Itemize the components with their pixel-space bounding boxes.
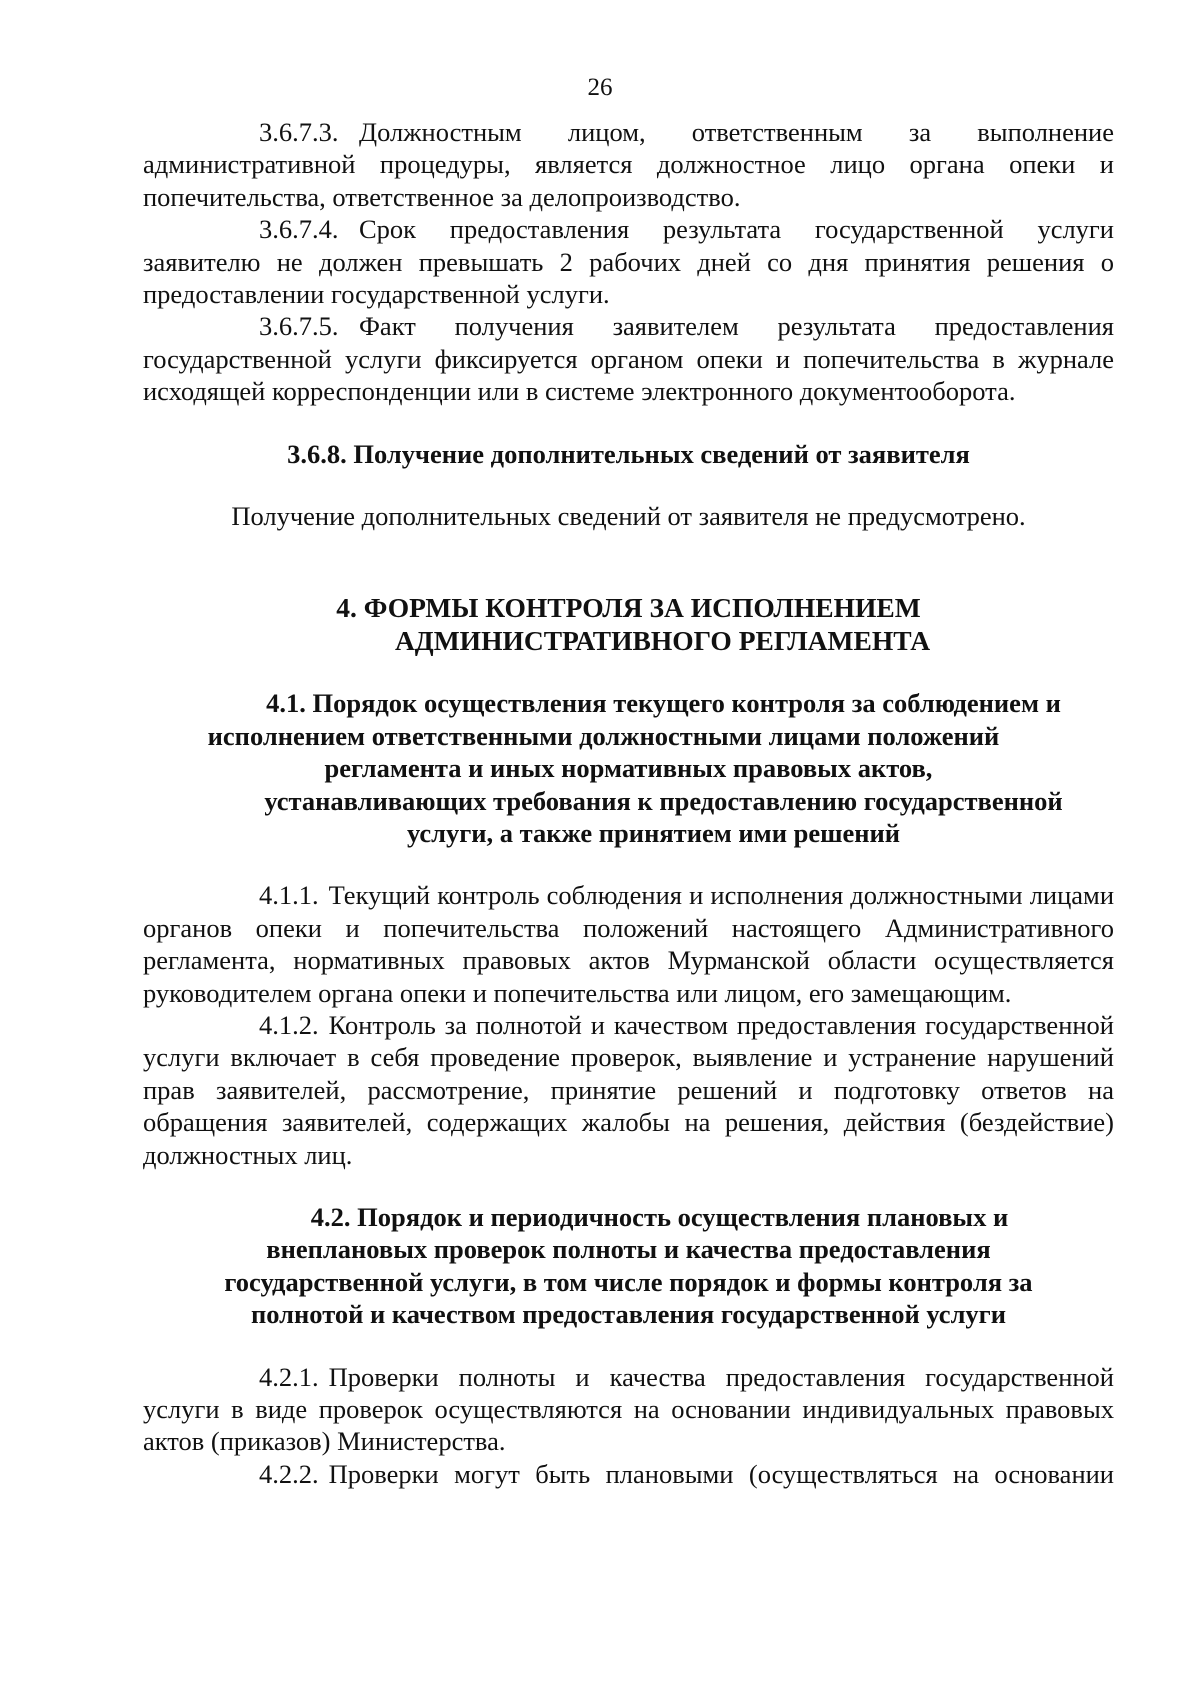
paragraph-number: 4.2.1. (259, 1361, 319, 1392)
paragraph-3-6-7-4 (143, 213, 1114, 310)
section-4-heading-line-1: 4. ФОРМЫ КОНТРОЛЯ ЗА ИСПОЛНЕНИЕМ (336, 592, 921, 624)
paragraph-number: 3.6.7.5. (259, 311, 339, 342)
heading-line: внеплановых проверок полноты и качества предоставления (266, 1234, 991, 1265)
paragraph-number: 4.1.1. (259, 880, 319, 911)
page-number: 26 (587, 74, 613, 101)
page-content (143, 116, 1114, 1490)
heading-line: регламента и иных нормативных правовых актов, (324, 753, 933, 784)
subsection-3-6-8-text: Получение дополнительных сведений от заявителя не предусмотрено. (231, 501, 1026, 532)
paragraph-3-6-7-3 (143, 116, 1114, 213)
paragraph-text: Проверки полноты и качества предоставления государственной услуги в виде проверок осуществляются на основании индивидуальных правовых актов (приказов) Министерства. (143, 1361, 1114, 1457)
paragraph-number: 4.2.2. (259, 1458, 319, 1489)
paragraph-text: Контроль за полнотой и качеством предоставления государственной услуги включает в себя проведение проверок, выявление и устранение нарушений прав заявителей, рассмотрение, принятие решений и подготовку ответов на обращения заявителей, содержащих жалобы на решения, действия (бездействие) должностных лиц. (143, 1009, 1114, 1170)
paragraph-number: 4.1.2. (259, 1009, 319, 1040)
heading-line: государственной услуги, в том числе порядок и формы контроля за (224, 1266, 1033, 1297)
paragraph-4-1-2 (143, 1009, 1114, 1171)
paragraph-text: Срок предоставления результата государственной услуги заявителю не должен превышать 2 рабочих дней со дня принятия решения о предоставлении государственной услуги. (143, 214, 1114, 310)
heading-line: 4.2. Порядок и периодичность осуществления плановых и (310, 1201, 1009, 1232)
subsection-4-1-heading (143, 687, 1114, 849)
paragraph-number: 3.6.7.4. (259, 214, 339, 245)
heading-line: исполнением ответственными должностными лицами положений (207, 720, 1000, 751)
paragraph-number: 3.6.7.3. (259, 117, 339, 147)
paragraph-4-2-2 (143, 1458, 1114, 1490)
heading-line: полнотой и качеством предоставления государственной услуги (250, 1299, 1006, 1330)
heading-line: 4.1. Порядок осуществления текущего контроля за соблюдением и (266, 688, 1061, 719)
subsection-3-6-8-heading: 3.6.8. Получение дополнительных сведений от заявителя (287, 438, 970, 469)
subsection-4-2-heading (143, 1201, 1114, 1331)
paragraph-text: Должностным лицом, ответственным за выполнение административной процедуры, является должностное лицо органа опеки и попечительства, ответственное за делопроизводство. (143, 117, 1114, 212)
paragraph-text: Факт получения заявителем результата предоставления государственной услуги фиксируется органом опеки и попечительства в журнале исходящей корреспонденции или в системе электронного документооборота. (143, 311, 1114, 407)
paragraph-4-1-1 (143, 879, 1114, 1009)
paragraph-3-6-7-5 (143, 310, 1114, 407)
section-4-heading-line-2: АДМИНИСТРАТИВНОГО РЕГЛАМЕНТА (394, 624, 931, 656)
heading-line: устанавливающих требования к предоставлению государственной (264, 785, 1063, 816)
paragraph-text: Текущий контроль соблюдения и исполнения должностными лицами органов опеки и попечительства положений настоящего Административного регламента, нормативных правовых актов Мурманской области осуществляется руководителем органа опеки и попечительства или лицом, его замещающим. (143, 880, 1114, 1008)
heading-line: услуги, а также принятием ими решений (406, 817, 901, 848)
paragraph-4-2-1 (143, 1361, 1114, 1458)
paragraph-text: Проверки могут быть плановыми (осуществляться на основании (328, 1458, 1114, 1489)
